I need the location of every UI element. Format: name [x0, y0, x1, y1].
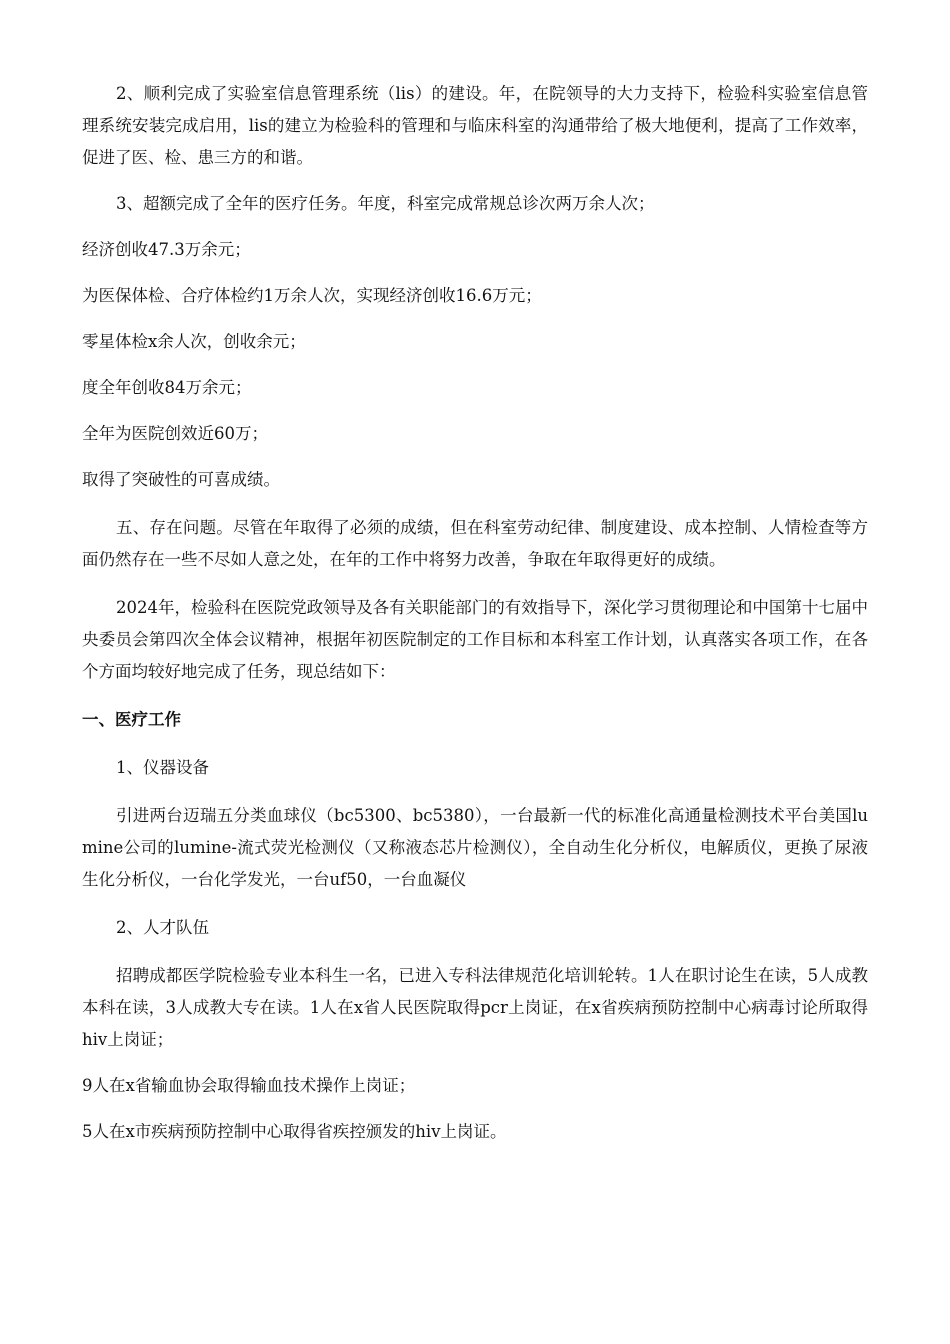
paragraph-equipment: 引进两台迈瑞五分类血球仪（bc5300、bc5380），一台最新一代的标准化高通量检测技术平台美国lumine公司的lumine-流式荧光检测仪（又称液态芯片检测仪），全自动生化分析仪，电解质仪，更换了尿液生化分析仪，一台化学发光，一台uf50，一台血凝仪 [82, 806, 868, 889]
paragraph-medical-tasks: 3、超额完成了全年的医疗任务。年度，科室完成常规总诊次两万余人次； [116, 194, 655, 213]
subheading-talent: 2、人才队伍 [116, 918, 209, 937]
document-page [82, 78, 868, 1148]
paragraph-annual-income: 度全年创收84万余元； [82, 378, 252, 397]
paragraph-blood-transfusion-cert: 9人在x省输血协会取得输血技术操作上岗证； [82, 1076, 416, 1095]
subheading-equipment: 1、仪器设备 [116, 758, 209, 777]
paragraph-checkups: 为医保体检、合疗体检约1万余人次，实现经济创收16.6万元； [82, 286, 542, 305]
paragraph-sporadic-checkups: 零星体检x余人次，创收余元； [82, 332, 306, 351]
paragraph-hospital-benefit: 全年为医院创效近60万； [82, 424, 268, 443]
paragraph-achievement: 取得了突破性的可喜成绩。 [82, 470, 280, 489]
paragraph-problems: 五、存在问题。尽管在年取得了必须的成绩，但在科室劳动纪律、制度建设、成本控制、人情检查等方面仍然存在一些不尽如人意之处，在年的工作中将努力改善，争取在年取得更好的成绩。 [82, 518, 868, 569]
paragraph-lis-system: 2、顺利完成了实验室信息管理系统（lis）的建设。年，在院领导的大力支持下，检验科实验室信息管理系统安装完成启用，lis的建立为检验科的管理和与临床科室的沟通带给了极大地便利，提高了工作效率，促进了医、检、患三方的和谐。 [82, 84, 868, 167]
paragraph-talent: 招聘成都医学院检验专业本科生一名，已进入专科法律规范化培训轮转。1人在职讨论生在读，5人成教本科在读，3人成教大专在读。1人在x省人民医院取得pcr上岗证，在x省疾病预防控制中心病毒讨论所取得hiv上岗证； [82, 966, 868, 1049]
paragraph-economic-income: 经济创收47.3万余元； [82, 240, 251, 259]
section-heading-medical-work: 一、医疗工作 [82, 710, 181, 729]
paragraph-hiv-cert: 5人在x市疾病预防控制中心取得省疾控颁发的hiv上岗证。 [82, 1122, 507, 1141]
paragraph-summary-intro: 2024年，检验科在医院党政领导及各有关职能部门的有效指导下，深化学习贯彻理论和中国第十七届中央委员会第四次全体会议精神，根据年初医院制定的工作目标和本科室工作计划，认真落实各项工作，在各个方面均较好地完成了任务，现总结如下： [82, 598, 868, 681]
